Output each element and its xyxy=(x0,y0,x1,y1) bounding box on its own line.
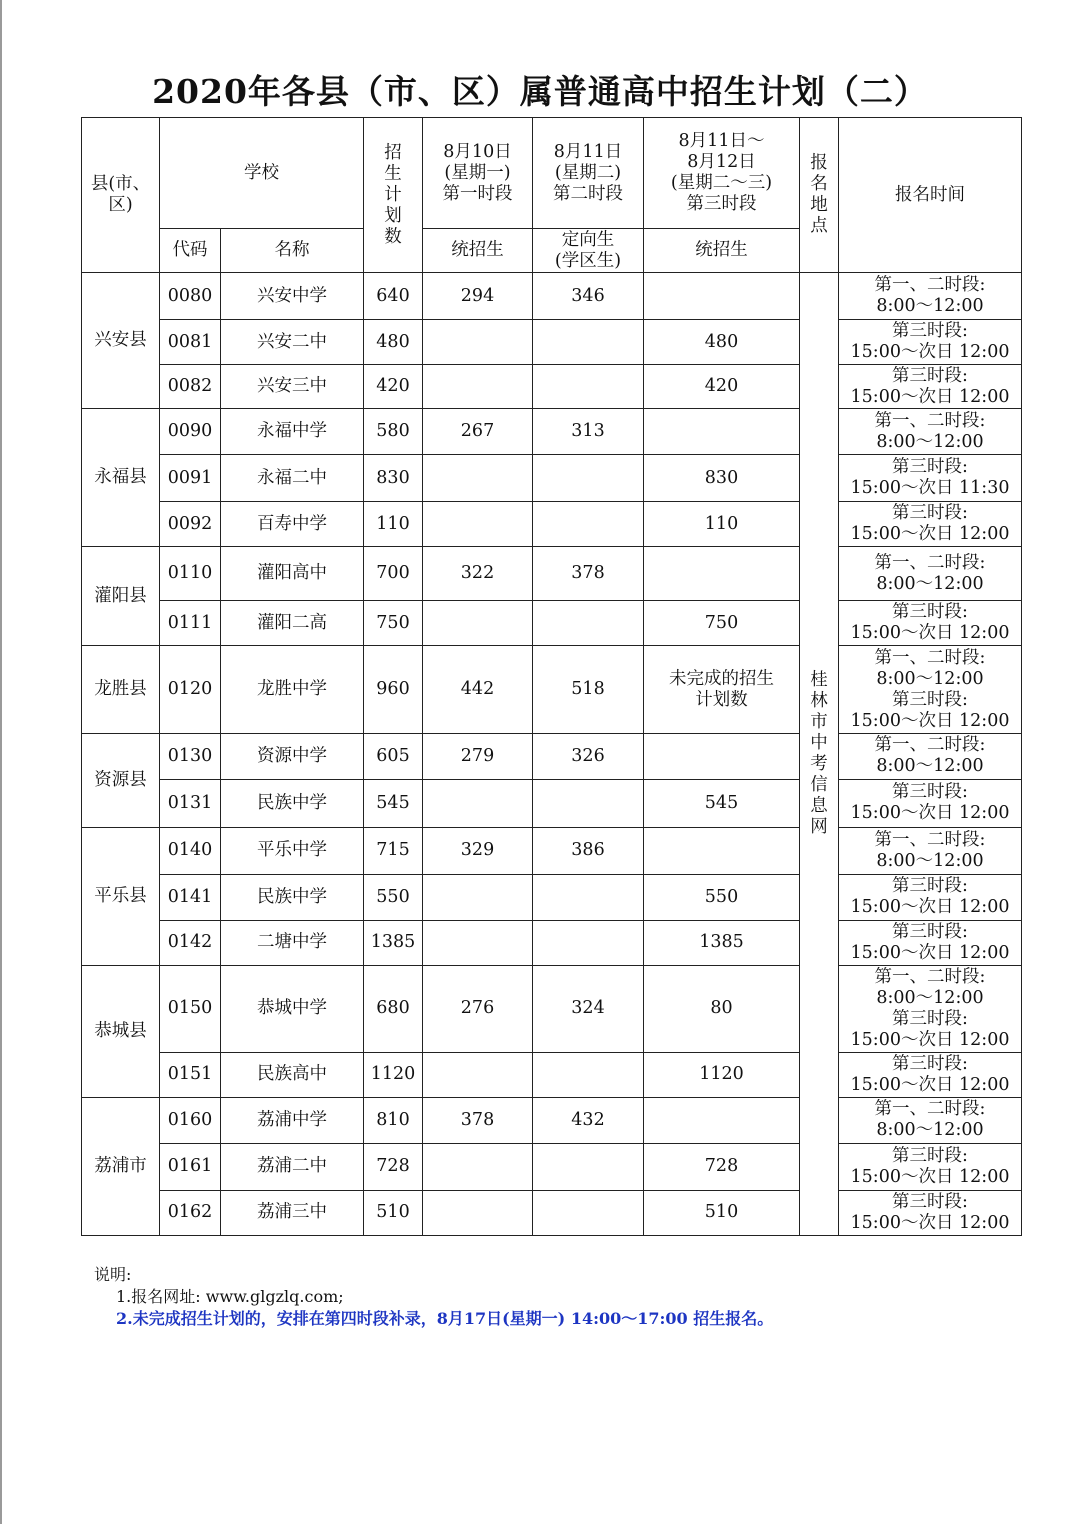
session-3-value xyxy=(644,827,800,874)
school-name: 平乐中学 xyxy=(221,827,364,874)
quota-value: 480 xyxy=(364,320,423,365)
session-1-value: 276 xyxy=(423,965,533,1052)
session-3-value: 80 xyxy=(644,965,800,1052)
table-row xyxy=(82,409,1022,455)
session-3-value: 480 xyxy=(644,320,800,365)
county-cell: 兴安县 xyxy=(82,273,160,409)
school-code: 0161 xyxy=(160,1143,221,1190)
registration-time: 第三时段: 15:00～次日 12:00 xyxy=(839,920,1022,965)
school-code: 0141 xyxy=(160,874,221,920)
registration-time: 第三时段: 15:00～次日 12:00 xyxy=(839,601,1022,646)
session-2-value: 518 xyxy=(533,646,644,734)
quota-value: 1120 xyxy=(364,1052,423,1097)
header-place: 报名地点 xyxy=(800,118,839,273)
session-2-value xyxy=(533,1190,644,1235)
header-session-3: 8月11日～ 8月12日 (星期二～三) 第三时段 xyxy=(644,118,800,229)
session-2-value: 313 xyxy=(533,409,644,455)
session-1-value: 322 xyxy=(423,547,533,601)
school-code: 0150 xyxy=(160,965,221,1052)
session-2-value xyxy=(533,874,644,920)
registration-time: 第三时段: 15:00～次日 12:00 xyxy=(839,502,1022,547)
county-cell: 恭城县 xyxy=(82,965,160,1097)
school-name: 资源中学 xyxy=(221,734,364,779)
school-name: 民族高中 xyxy=(221,1052,364,1097)
table-row xyxy=(82,1143,1022,1190)
school-code: 0111 xyxy=(160,601,221,646)
header-time: 报名时间 xyxy=(839,118,1022,273)
school-code: 0142 xyxy=(160,920,221,965)
table-row xyxy=(82,734,1022,779)
quota-value: 580 xyxy=(364,409,423,455)
header-session-1: 8月10日 (星期一) 第一时段 xyxy=(423,118,533,229)
session-1-value xyxy=(423,1143,533,1190)
school-name: 灌阳高中 xyxy=(221,547,364,601)
registration-time: 第一、二时段: 8:00～12:00 xyxy=(839,734,1022,779)
table-row xyxy=(82,547,1022,601)
session-2-value xyxy=(533,920,644,965)
session-3-value: 728 xyxy=(644,1143,800,1190)
table-row xyxy=(82,1052,1022,1097)
header-unified-1: 统招生 xyxy=(423,229,533,273)
school-name: 兴安二中 xyxy=(221,320,364,365)
county-cell: 灌阳县 xyxy=(82,547,160,646)
session-1-value xyxy=(423,365,533,409)
session-3-value: 830 xyxy=(644,455,800,502)
table-row xyxy=(82,1190,1022,1235)
school-name: 永福二中 xyxy=(221,455,364,502)
session-1-value: 294 xyxy=(423,273,533,320)
session-3-value: 未完成的招生计划数 xyxy=(644,646,800,734)
school-code: 0130 xyxy=(160,734,221,779)
header-session-2: 8月11日 (星期二) 第二时段 xyxy=(533,118,644,229)
session-1-value: 267 xyxy=(423,409,533,455)
session-1-value: 442 xyxy=(423,646,533,734)
quota-value: 830 xyxy=(364,455,423,502)
registration-time: 第一、二时段: 8:00～12:00 第三时段: 15:00～次日 12:00 xyxy=(839,646,1022,734)
table-row xyxy=(82,874,1022,920)
school-code: 0091 xyxy=(160,455,221,502)
school-name: 民族中学 xyxy=(221,874,364,920)
session-3-value: 550 xyxy=(644,874,800,920)
session-2-value: 324 xyxy=(533,965,644,1052)
registration-time: 第三时段: 15:00～次日 12:00 xyxy=(839,779,1022,827)
session-2-value xyxy=(533,779,644,827)
session-1-value xyxy=(423,1052,533,1097)
session-2-value xyxy=(533,365,644,409)
notes xyxy=(94,1264,773,1330)
table-row xyxy=(82,273,1022,320)
school-code: 0160 xyxy=(160,1097,221,1143)
session-1-value xyxy=(423,1190,533,1235)
session-2-value: 326 xyxy=(533,734,644,779)
school-name: 二塘中学 xyxy=(221,920,364,965)
session-1-value xyxy=(423,779,533,827)
note-website: 1.报名网址: www.glgzlq.com; xyxy=(116,1287,344,1306)
session-1-value xyxy=(423,502,533,547)
header-row-1 xyxy=(82,118,1022,229)
registration-time: 第一、二时段: 8:00～12:00 xyxy=(839,273,1022,320)
header-code: 代码 xyxy=(160,229,221,273)
session-2-value xyxy=(533,502,644,547)
registration-place: 桂林市中考信息网 xyxy=(800,273,839,1236)
header-directed: 定向生 (学区生) xyxy=(533,229,644,273)
school-name: 荔浦二中 xyxy=(221,1143,364,1190)
quota-value: 640 xyxy=(364,273,423,320)
registration-time: 第一、二时段: 8:00～12:00 xyxy=(839,1097,1022,1143)
school-name: 兴安中学 xyxy=(221,273,364,320)
session-2-value: 386 xyxy=(533,827,644,874)
quota-value: 545 xyxy=(364,779,423,827)
registration-time: 第一、二时段: 8:00～12:00 xyxy=(839,827,1022,874)
quota-value: 510 xyxy=(364,1190,423,1235)
session-2-value xyxy=(533,320,644,365)
county-cell: 平乐县 xyxy=(82,827,160,965)
school-code: 0120 xyxy=(160,646,221,734)
session-2-value: 432 xyxy=(533,1097,644,1143)
session-3-value xyxy=(644,734,800,779)
registration-time: 第三时段: 15:00～次日 12:00 xyxy=(839,874,1022,920)
school-name: 恭城中学 xyxy=(221,965,364,1052)
school-name: 荔浦中学 xyxy=(221,1097,364,1143)
header-name: 名称 xyxy=(221,229,364,273)
quota-value: 550 xyxy=(364,874,423,920)
table-row xyxy=(82,601,1022,646)
quota-value: 110 xyxy=(364,502,423,547)
session-1-value: 279 xyxy=(423,734,533,779)
quota-value: 420 xyxy=(364,365,423,409)
quota-value: 728 xyxy=(364,1143,423,1190)
school-name: 民族中学 xyxy=(221,779,364,827)
table-row xyxy=(82,1097,1022,1143)
table-row xyxy=(82,365,1022,409)
school-name: 灌阳二高 xyxy=(221,601,364,646)
quota-value: 810 xyxy=(364,1097,423,1143)
quota-value: 750 xyxy=(364,601,423,646)
school-name: 永福中学 xyxy=(221,409,364,455)
registration-time: 第一、二时段: 8:00～12:00 xyxy=(839,409,1022,455)
notes-label: 说明: xyxy=(94,1265,132,1284)
school-name: 百寿中学 xyxy=(221,502,364,547)
registration-time: 第三时段: 15:00～次日 12:00 xyxy=(839,1052,1022,1097)
quota-value: 605 xyxy=(364,734,423,779)
school-name: 龙胜中学 xyxy=(221,646,364,734)
table-row xyxy=(82,502,1022,547)
school-code: 0081 xyxy=(160,320,221,365)
quota-value: 680 xyxy=(364,965,423,1052)
registration-time: 第三时段: 15:00～次日 12:00 xyxy=(839,1190,1022,1235)
header-quota: 招生计划数 xyxy=(364,118,423,273)
registration-time: 第一、二时段: 8:00～12:00 xyxy=(839,547,1022,601)
session-1-value xyxy=(423,455,533,502)
session-3-value: 420 xyxy=(644,365,800,409)
school-name: 荔浦三中 xyxy=(221,1190,364,1235)
school-code: 0162 xyxy=(160,1190,221,1235)
school-code: 0090 xyxy=(160,409,221,455)
county-cell: 永福县 xyxy=(82,409,160,547)
school-code: 0092 xyxy=(160,502,221,547)
session-3-value: 1120 xyxy=(644,1052,800,1097)
header-unified-3: 统招生 xyxy=(644,229,800,273)
table-row xyxy=(82,646,1022,734)
note-supplement: 2.未完成招生计划的，安排在第四时段补录，8月17日(星期一) 14:00～17:00 招生报名。 xyxy=(116,1309,774,1328)
registration-time: 第三时段: 15:00～次日 12:00 xyxy=(839,1143,1022,1190)
registration-time: 第三时段: 15:00～次日 12:00 xyxy=(839,320,1022,365)
school-code: 0151 xyxy=(160,1052,221,1097)
session-1-value xyxy=(423,601,533,646)
table-row xyxy=(82,455,1022,502)
header-county: 县(市、区) xyxy=(82,118,160,273)
table-row xyxy=(82,320,1022,365)
session-2-value: 378 xyxy=(533,547,644,601)
session-2-value: 346 xyxy=(533,273,644,320)
registration-time: 第三时段: 15:00～次日 12:00 xyxy=(839,365,1022,409)
session-1-value: 378 xyxy=(423,1097,533,1143)
school-code: 0082 xyxy=(160,365,221,409)
session-3-value xyxy=(644,547,800,601)
quota-value: 700 xyxy=(364,547,423,601)
school-code: 0140 xyxy=(160,827,221,874)
table-row xyxy=(82,920,1022,965)
session-1-value xyxy=(423,920,533,965)
session-3-value xyxy=(644,409,800,455)
registration-time: 第三时段: 15:00～次日 11:30 xyxy=(839,455,1022,502)
document-title: 2020年各县（市、区）属普通高中招生计划（二） xyxy=(152,72,928,111)
registration-time: 第一、二时段: 8:00～12:00 第三时段: 15:00～次日 12:00 xyxy=(839,965,1022,1052)
session-2-value xyxy=(533,1143,644,1190)
session-3-value xyxy=(644,273,800,320)
school-code: 0131 xyxy=(160,779,221,827)
session-1-value xyxy=(423,320,533,365)
table-row xyxy=(82,827,1022,874)
session-3-value: 750 xyxy=(644,601,800,646)
session-3-value: 510 xyxy=(644,1190,800,1235)
session-2-value xyxy=(533,455,644,502)
county-cell: 龙胜县 xyxy=(82,646,160,734)
session-3-value: 110 xyxy=(644,502,800,547)
quota-value: 1385 xyxy=(364,920,423,965)
county-cell: 资源县 xyxy=(82,734,160,827)
session-1-value: 329 xyxy=(423,827,533,874)
session-3-value: 1385 xyxy=(644,920,800,965)
session-2-value xyxy=(533,1052,644,1097)
school-name: 兴安三中 xyxy=(221,365,364,409)
session-1-value xyxy=(423,874,533,920)
session-3-value: 545 xyxy=(644,779,800,827)
quota-value: 715 xyxy=(364,827,423,874)
enrollment-table xyxy=(81,117,1022,1236)
session-3-value xyxy=(644,1097,800,1143)
table-row xyxy=(82,965,1022,1052)
quota-value: 960 xyxy=(364,646,423,734)
session-2-value xyxy=(533,601,644,646)
header-school: 学校 xyxy=(160,118,364,229)
school-code: 0110 xyxy=(160,547,221,601)
table-row xyxy=(82,779,1022,827)
county-cell: 荔浦市 xyxy=(82,1097,160,1235)
page-edge xyxy=(0,0,2,1524)
school-code: 0080 xyxy=(160,273,221,320)
